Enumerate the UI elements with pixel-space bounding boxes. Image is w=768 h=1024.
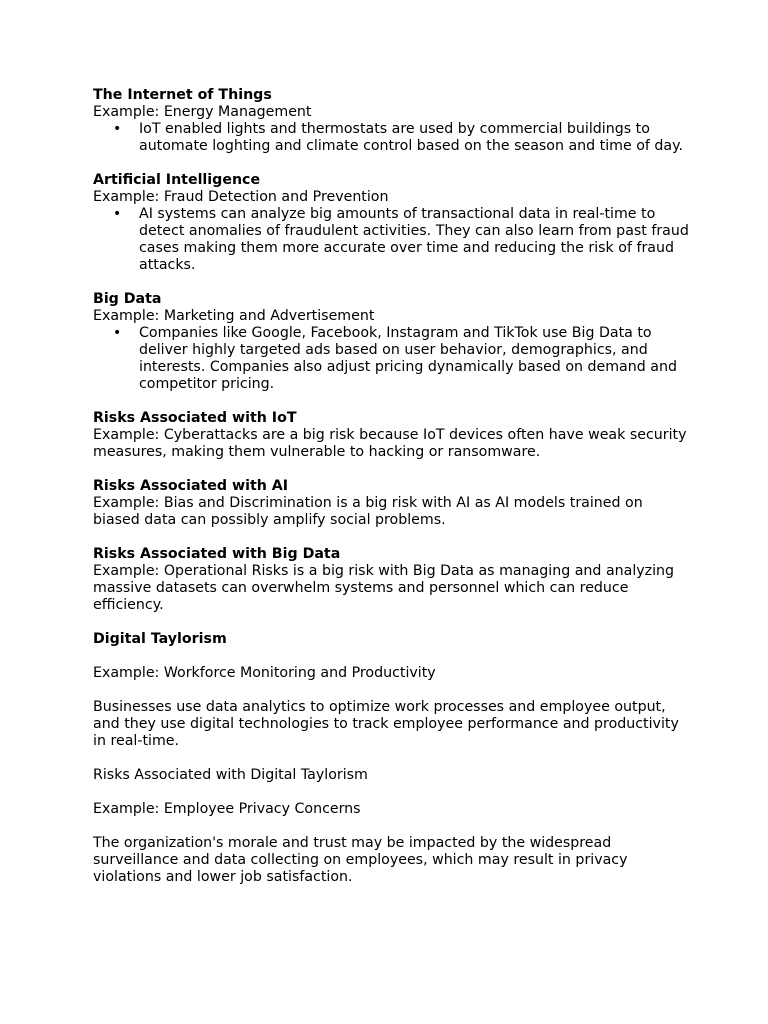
taylorism-risks-example: Example: Employee Privacy Concerns xyxy=(93,801,361,817)
section-heading: Risks Associated with AI xyxy=(93,478,289,494)
section-heading: Big Data xyxy=(93,291,162,307)
section-example: Example: Marketing and Advertisement xyxy=(93,308,375,324)
taylorism-description: Businesses use data analytics to optimize work processes and employee output, and they use digital technologies to track employee performance and productivity in real-time. xyxy=(93,699,679,749)
list-item-text: IoT enabled lights and thermostats are used by commercial buildings to automate loghting and climate control based on the season and time of day. xyxy=(139,121,683,154)
section-example: Example: Bias and Discrimination is a big risk with AI as AI models trained on biased data can possibly amplify social problems. xyxy=(93,495,643,528)
list-item xyxy=(113,325,693,393)
section-example: Example: Energy Management xyxy=(93,104,312,120)
section-example: Example: Fraud Detection and Prevention xyxy=(93,189,389,205)
taylorism-example: Example: Workforce Monitoring and Productivity xyxy=(93,665,436,681)
section-risks-iot xyxy=(93,410,693,461)
section-heading: Artificial Intelligence xyxy=(93,172,261,188)
document-body xyxy=(93,87,693,903)
section-risks-ai xyxy=(93,478,693,529)
section-heading: Digital Taylorism xyxy=(93,631,227,647)
list-item xyxy=(113,206,693,274)
section-example: Example: Cyberattacks are a big risk because IoT devices often have weak security measures, making them vulnerable to hacking or ransomware. xyxy=(93,427,687,460)
section-example: Example: Operational Risks is a big risk with Big Data as managing and analyzing massive datasets can overwhelm systems and personnel which can reduce efficiency. xyxy=(93,563,675,613)
list-item xyxy=(113,121,693,155)
bullet-icon: • xyxy=(113,206,122,222)
section-heading: Risks Associated with Big Data xyxy=(93,546,341,562)
list-item-text: AI systems can analyze big amounts of transactional data in real-time to detect anomalies of fraudulent activities. They can also learn from past fraud cases making them more accurate over time and reducing the risk of fraud attacks. xyxy=(139,206,689,273)
section-big-data xyxy=(93,291,693,393)
section-heading: The Internet of Things xyxy=(93,87,272,103)
section-ai xyxy=(93,172,693,274)
list-item-text: Companies like Google, Facebook, Instagram and TikTok use Big Data to deliver highly targeted ads based on user behavior, demographics, and interests. Companies also adjust pricing dynamically based on demand and competitor pricing. xyxy=(139,325,677,392)
bullet-list xyxy=(93,325,693,393)
section-iot xyxy=(93,87,693,155)
taylorism-risks-description: The organization's morale and trust may be impacted by the widespread surveillance and data collecting on employees, which may result in privacy violations and lower job satisfaction. xyxy=(93,835,628,885)
section-heading: Risks Associated with IoT xyxy=(93,410,297,426)
bullet-icon: • xyxy=(113,121,122,137)
bullet-list xyxy=(93,206,693,274)
taylorism-risks-heading: Risks Associated with Digital Taylorism xyxy=(93,767,368,783)
section-risks-big-data xyxy=(93,546,693,614)
bullet-icon: • xyxy=(113,325,122,341)
section-digital-taylorism xyxy=(93,631,693,648)
bullet-list xyxy=(93,121,693,155)
